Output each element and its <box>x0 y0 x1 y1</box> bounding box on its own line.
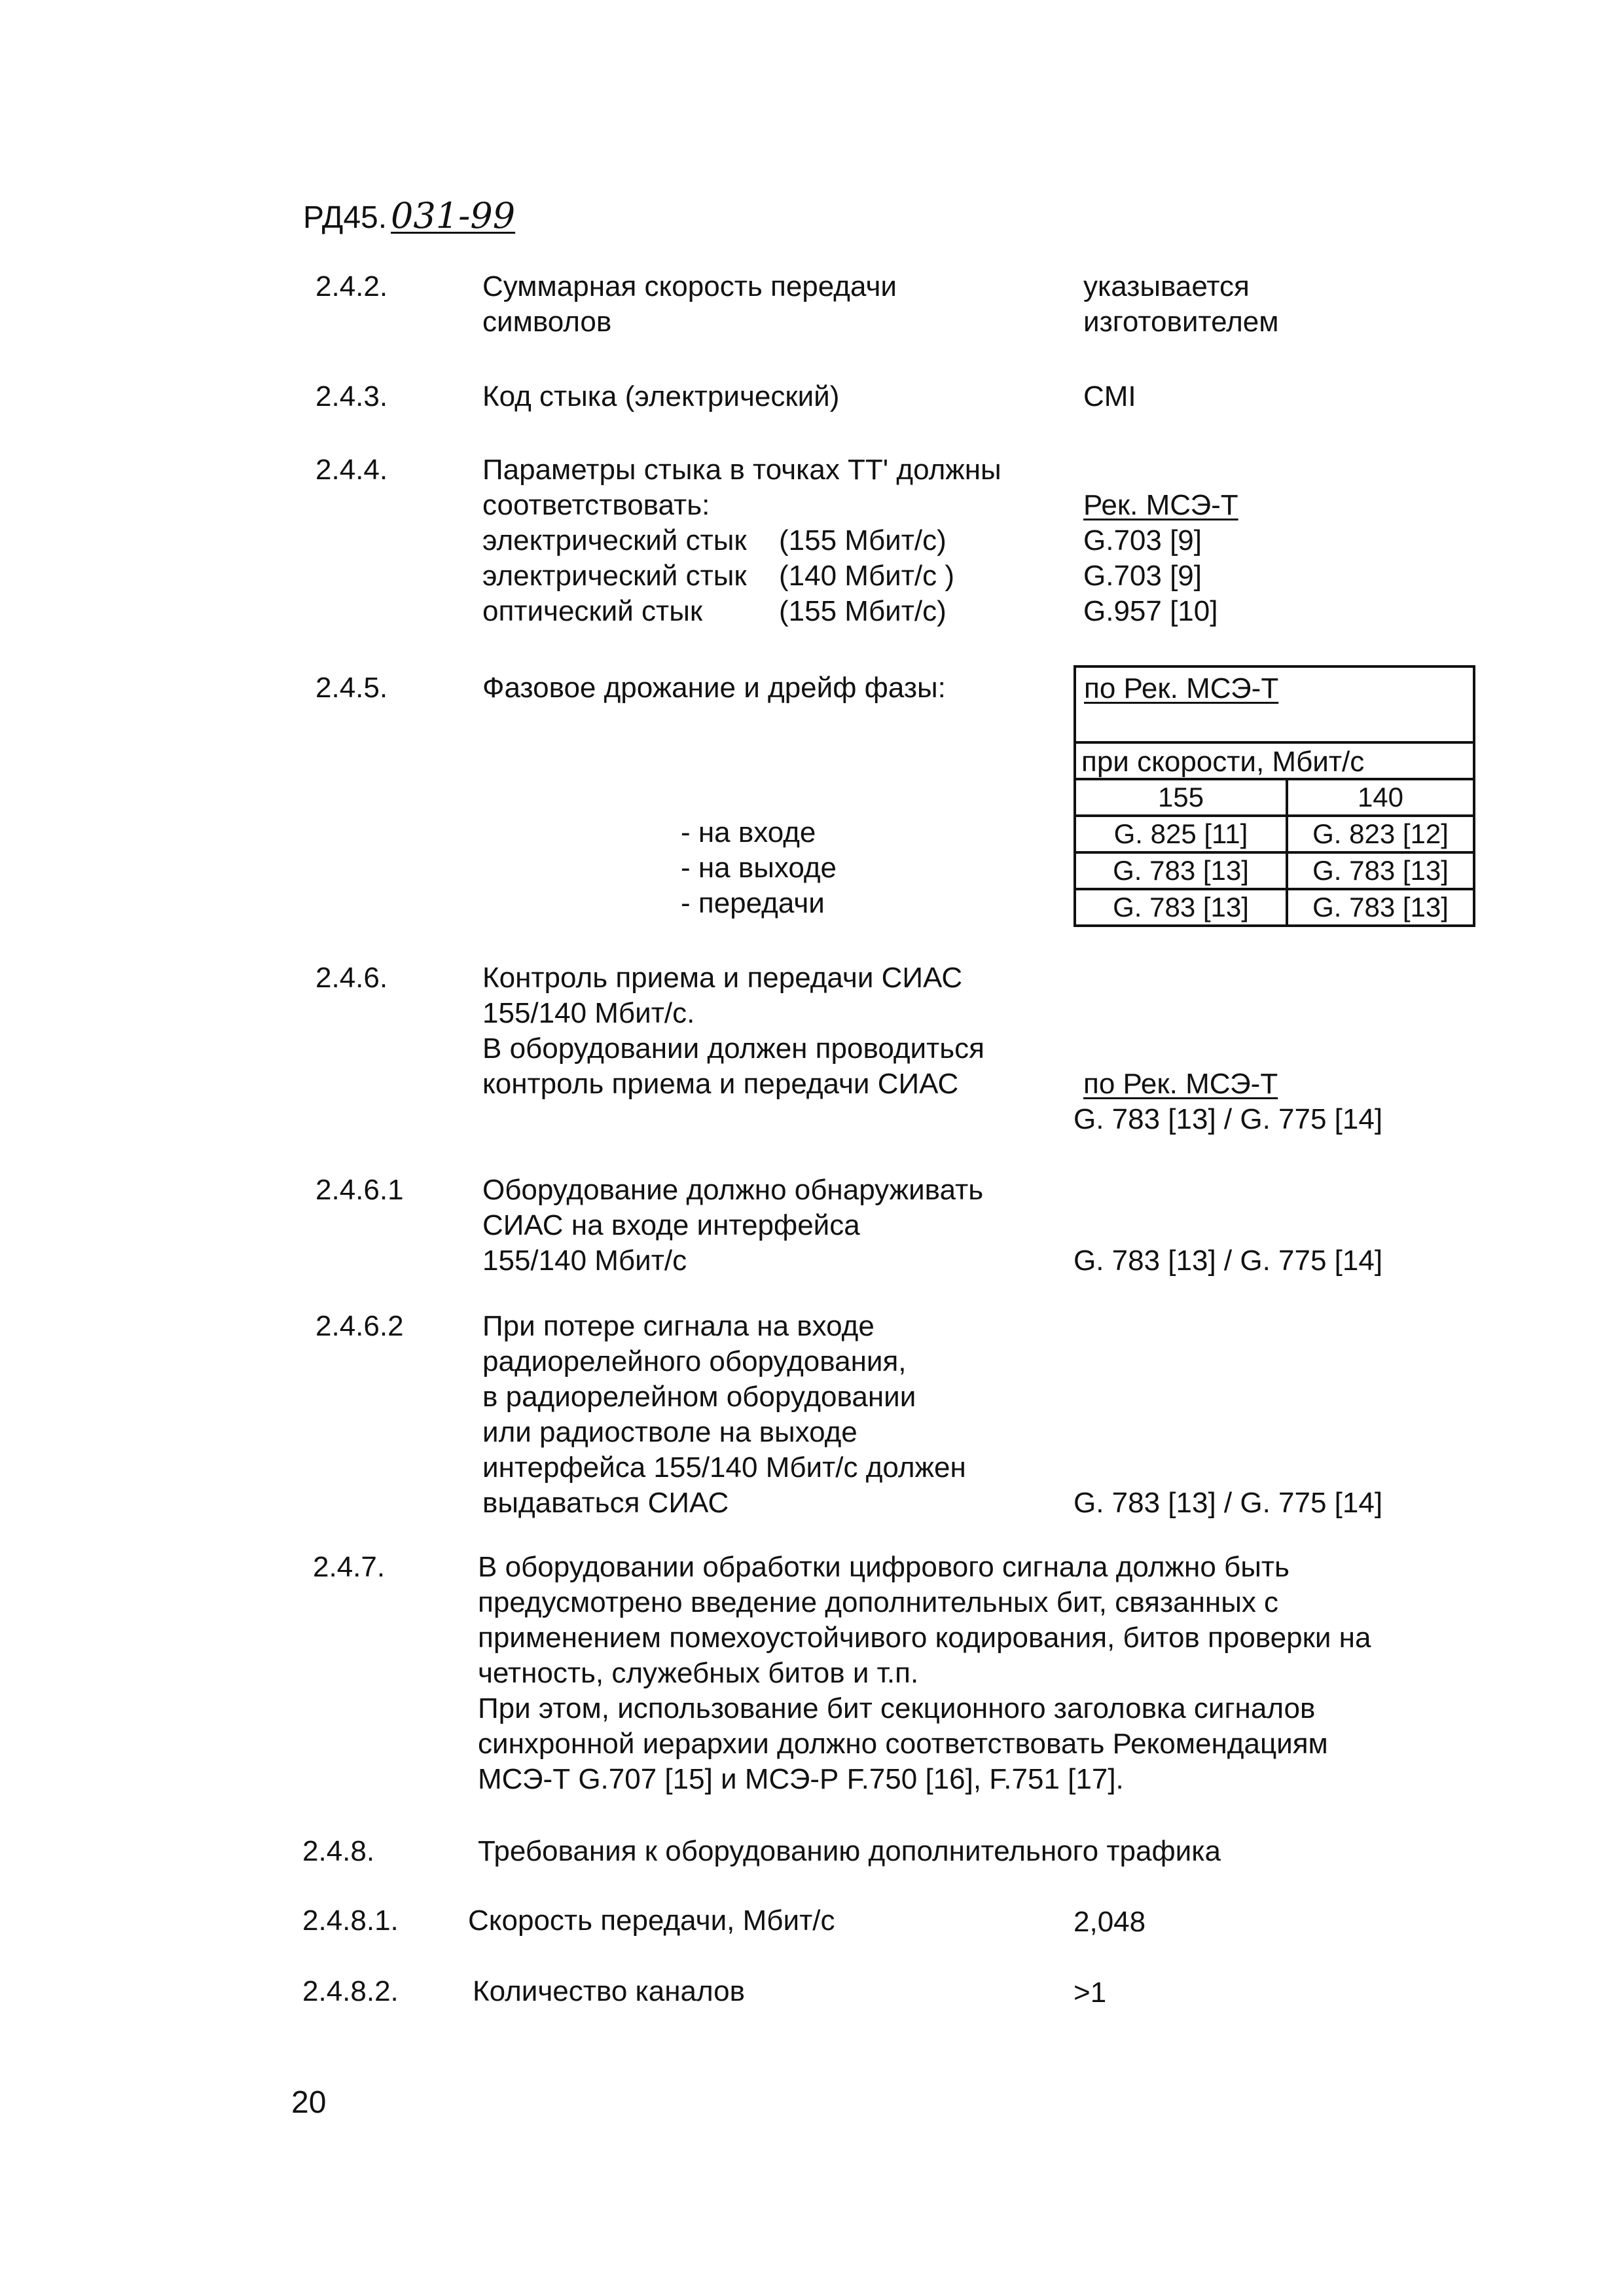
item-text: в радиорелейном оборудовании <box>482 1381 916 1413</box>
paragraph-line: При этом, использование бит секционного заголовка сигналов <box>478 1692 1316 1724</box>
item-number: 2.4.8.1. <box>302 1904 399 1937</box>
table-cell: G. 783 [13] <box>1113 855 1249 886</box>
item-number: 2.4.6.2 <box>316 1310 404 1342</box>
item-text: контроль приема и передачи СИАС <box>482 1068 959 1100</box>
item-text: В оборудовании должен проводиться <box>482 1032 984 1065</box>
item-text: Скорость передачи, Мбит/с <box>468 1904 835 1937</box>
table-row <box>1076 814 1473 851</box>
paragraph-line: четность, служебных битов и т.п. <box>478 1657 919 1689</box>
item-number: 2.4.5. <box>316 672 388 704</box>
item-number: 2.4.3. <box>316 380 388 412</box>
jitter-label: - на входе <box>681 816 816 848</box>
item-number: 2.4.4. <box>316 454 388 486</box>
item-text: Параметры стыка в точках ТТ' должны <box>482 454 1001 486</box>
item-text: радиорелейного оборудования, <box>482 1345 907 1377</box>
item-value: >1 <box>1074 1977 1107 2009</box>
table-cell: G. 823 [12] <box>1312 818 1449 849</box>
table-row <box>1076 851 1473 888</box>
item-value: G. 783 [13] / G. 775 [14] <box>1074 1103 1383 1135</box>
item-number: 2.4.6. <box>316 962 388 994</box>
item-text: Контроль приема и передачи СИАС <box>482 962 963 994</box>
item-text: выдаваться СИАС <box>482 1487 729 1519</box>
item-value: 2,048 <box>1074 1906 1146 1938</box>
interface-rate: (140 Мбит/с ) <box>779 560 954 592</box>
item-text: Количество каналов <box>473 1975 745 2007</box>
table-speed-header-row <box>1076 741 1473 778</box>
column-header: 155 <box>1157 782 1204 812</box>
item-number: 2.4.8. <box>302 1835 375 1867</box>
interface-reference: G.703 [9] <box>1083 524 1202 556</box>
item-text: 155/140 Мбит/с. <box>482 997 695 1029</box>
jitter-label: - передачи <box>681 887 825 919</box>
table-cell: G. 783 [13] <box>1312 855 1449 886</box>
item-text: интерфейса 155/140 Мбит/с должен <box>482 1451 966 1484</box>
item-value: G. 783 [13] / G. 775 [14] <box>1074 1487 1383 1519</box>
interface-reference: G.957 [10] <box>1083 595 1218 627</box>
paragraph-line: применением помехоустойчивого кодирования, битов проверки на <box>478 1622 1371 1654</box>
paragraph-line: предусмотрено введение дополнительных бит, связанных с <box>478 1586 1279 1618</box>
table-row <box>1076 888 1473 924</box>
item-text: 155/140 Мбит/с <box>482 1245 687 1277</box>
item-value: указывается <box>1083 270 1250 302</box>
item-text: Код стыка (электрический) <box>482 380 840 412</box>
item-text: или радиостволе на выходе <box>482 1416 857 1448</box>
doc-prefix: РД45. <box>303 200 388 235</box>
table-cell: G. 783 [13] <box>1113 892 1249 922</box>
item-reference-header: Рек. МСЭ-Т <box>1083 489 1238 521</box>
table-column-divider <box>1286 778 1288 924</box>
item-text: Требования к оборудованию дополнительного трафика <box>478 1835 1221 1867</box>
table-cell: G. 825 [11] <box>1113 818 1248 849</box>
interface-label: электрический стык <box>482 560 747 592</box>
page-number: 20 <box>291 2085 327 2120</box>
item-number: 2.4.6.1 <box>316 1174 404 1206</box>
paragraph-line: МСЭ-Т G.707 [15] и МСЭ-Р F.750 [16], F.751 [17]. <box>478 1763 1124 1795</box>
doc-number-handwritten: 031-99 <box>391 195 516 236</box>
interface-reference: G.703 [9] <box>1083 560 1202 592</box>
item-text: символов <box>482 306 612 338</box>
table-speed-header: при скорости, Мбит/с <box>1081 746 1365 778</box>
item-value: изготовителем <box>1083 306 1279 338</box>
item-number: 2.4.2. <box>316 270 388 302</box>
table-title: по Рек. МСЭ-Т <box>1084 672 1279 704</box>
table-column-header-row <box>1076 778 1473 814</box>
item-text: При потере сигнала на входе <box>482 1310 875 1342</box>
interface-label: оптический стык <box>482 595 703 627</box>
item-text: Суммарная скорость передачи <box>482 270 897 302</box>
table-cell: G. 783 [13] <box>1312 892 1449 922</box>
doc-header <box>303 195 519 238</box>
interface-label: электрический стык <box>482 524 747 556</box>
item-text: Фазовое дрожание и дрейф фазы: <box>482 672 946 704</box>
item-reference-header: по Рек. МСЭ-Т <box>1083 1068 1278 1100</box>
item-number: 2.4.7. <box>313 1551 386 1583</box>
paragraph-line: В оборудовании обработки цифрового сигнала должно быть <box>478 1551 1290 1583</box>
item-number: 2.4.8.2. <box>302 1975 399 2007</box>
item-value: CMI <box>1083 380 1136 412</box>
jitter-label: - на выходе <box>681 852 837 884</box>
item-text: СИАС на входе интерфейса <box>482 1209 860 1241</box>
interface-rate: (155 Мбит/с) <box>779 524 947 556</box>
column-header: 140 <box>1357 782 1404 812</box>
interface-rate: (155 Мбит/с) <box>779 595 947 627</box>
paragraph-line: синхронной иерархии должно соответствовать Рекомендациям <box>478 1728 1328 1760</box>
item-value: G. 783 [13] / G. 775 [14] <box>1074 1245 1383 1277</box>
item-text: Оборудование должно обнаруживать <box>482 1174 984 1206</box>
item-text: соответствовать: <box>482 489 710 521</box>
jitter-table <box>1074 665 1475 927</box>
